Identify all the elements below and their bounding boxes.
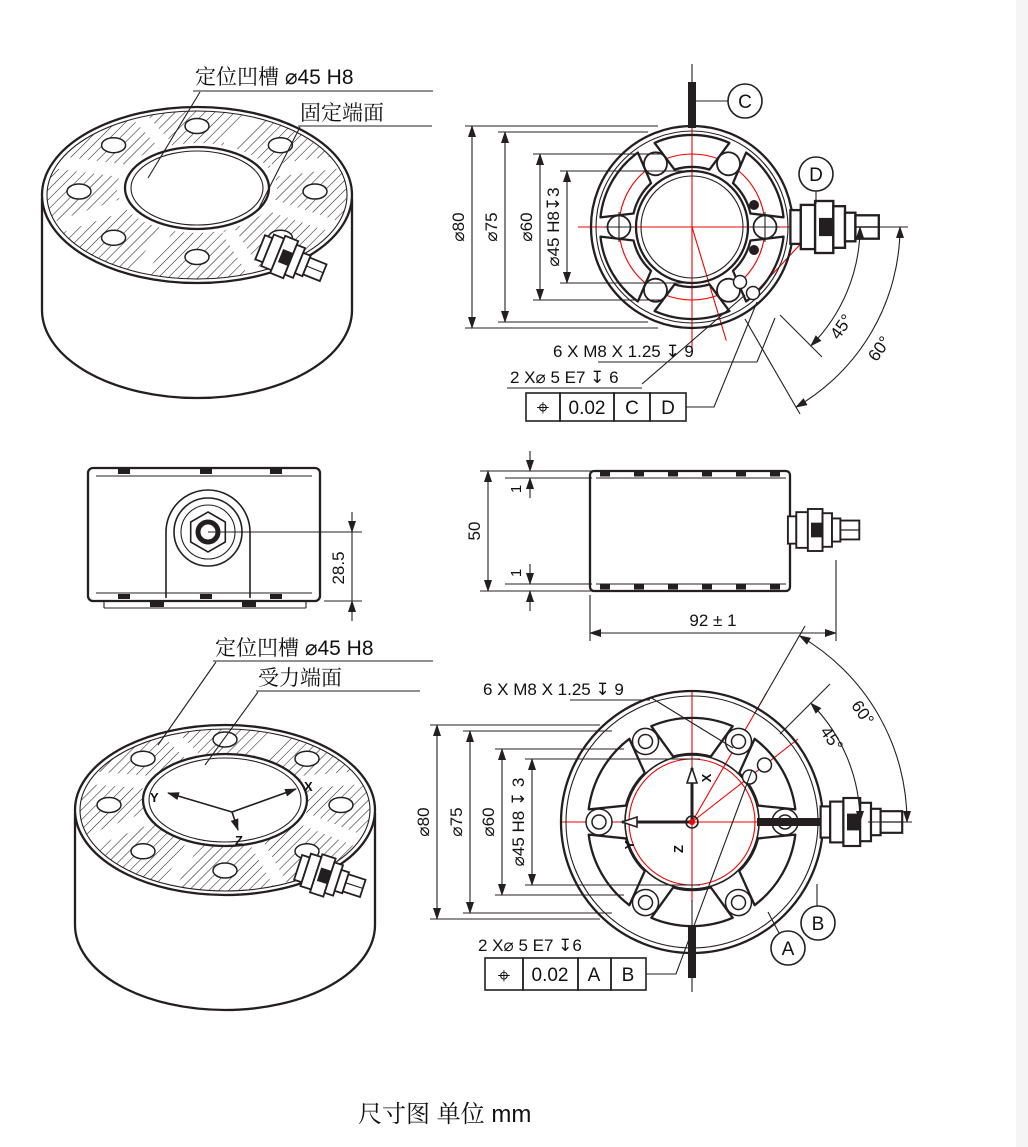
datum-c-label: C	[738, 92, 752, 113]
datum-bar-b	[688, 926, 696, 978]
bottom-thread-note: 6 X M8 X 1.25 ↧ 9	[483, 680, 624, 699]
top-dim-dia75: ⌀75	[482, 212, 501, 242]
front-view	[88, 468, 362, 621]
top-angle-60: 60°	[864, 332, 895, 365]
iso-axis-x: X	[304, 779, 313, 794]
drawing-caption: 尺寸图 单位 mm	[358, 1101, 532, 1128]
bottom-fcf-d1: A	[587, 965, 601, 986]
top-fcf-symbol: ⌖	[536, 395, 550, 420]
bottom-angle-45: 45°	[816, 722, 847, 755]
top-fcf-d1: C	[625, 398, 639, 419]
datum-d-label: D	[809, 165, 823, 186]
side-view	[465, 451, 859, 641]
page-edge	[1016, 0, 1028, 1147]
bottom-angle-60: 60°	[847, 696, 878, 729]
bottom-axis-z: Z	[671, 845, 686, 853]
pin-hole-1	[734, 276, 747, 289]
iso-axis-y: Y	[150, 790, 159, 805]
label-loaded-face: 受力端面	[258, 667, 342, 690]
pin-hole-2	[747, 287, 760, 300]
iso-view-loaded-side	[75, 637, 433, 1010]
bottom-dim-dia60: ⌀60	[479, 807, 498, 837]
screw-dot-1	[749, 200, 759, 210]
side-dim-92: 92 ± 1	[689, 611, 737, 630]
iso-axis-z: Z	[235, 833, 243, 848]
bottom-fcf-symbol: ⌖	[497, 963, 511, 988]
label-locating-groove-top: 定位凹槽 ⌀45 H8	[195, 66, 354, 89]
label-fixed-face: 固定端面	[300, 102, 384, 125]
loaded-face	[143, 754, 307, 846]
screw-dot-2	[749, 245, 759, 255]
top-pin-note: 2 X⌀ 5 E7 ↧ 6	[510, 368, 619, 387]
top-thread-note: 6 X M8 X 1.25 ↧ 9	[553, 342, 694, 361]
top-view-fixed-face	[449, 64, 908, 421]
front-dim-285: 28.5	[329, 551, 348, 585]
top-dim-dia60: ⌀60	[517, 212, 536, 242]
bottom-fcf-tol: 0.02	[531, 965, 569, 986]
bottom-dim-dia75: ⌀75	[447, 807, 466, 837]
iso-view-fixed-side	[42, 66, 433, 398]
bottom-view-loaded-face	[414, 626, 912, 992]
bottom-axis-x: X	[699, 773, 714, 783]
side-dim-50: 50	[465, 521, 484, 541]
datum-a-label: A	[781, 939, 795, 960]
top-dim-dia80: ⌀80	[449, 212, 468, 242]
connector-side-view	[788, 509, 859, 551]
bottom-dim-dia80: ⌀80	[414, 807, 433, 837]
datum-bar-c	[688, 82, 696, 128]
top-fcf-d2: D	[661, 398, 675, 419]
center-bore	[125, 147, 269, 229]
top-angle-45: 45°	[826, 310, 857, 343]
bottom-dim-dia45: ⌀45 H8 ↧ 3	[509, 777, 528, 867]
pin-hole-4	[758, 758, 772, 772]
connector-iso-bottom	[292, 848, 369, 907]
bottom-fcf-d2: B	[621, 965, 635, 986]
top-fcf-tol: 0.02	[568, 398, 606, 419]
top-dim-dia45: ⌀45 H8↧3	[544, 187, 563, 267]
bottom-axes	[622, 768, 714, 853]
side-dim-1-bot: 1	[508, 568, 525, 578]
datum-bar-right	[757, 818, 827, 826]
side-clamp-ticks	[600, 472, 780, 590]
bottom-axis-y: Y	[622, 840, 637, 850]
datum-b-label: B	[811, 914, 825, 935]
side-dim-1-top: 1	[508, 484, 525, 494]
label-locating-groove-bottom: 定位凹槽 ⌀45 H8	[215, 637, 374, 660]
bottom-pin-note: 2 X⌀ 5 E7 ↧6	[478, 936, 582, 955]
